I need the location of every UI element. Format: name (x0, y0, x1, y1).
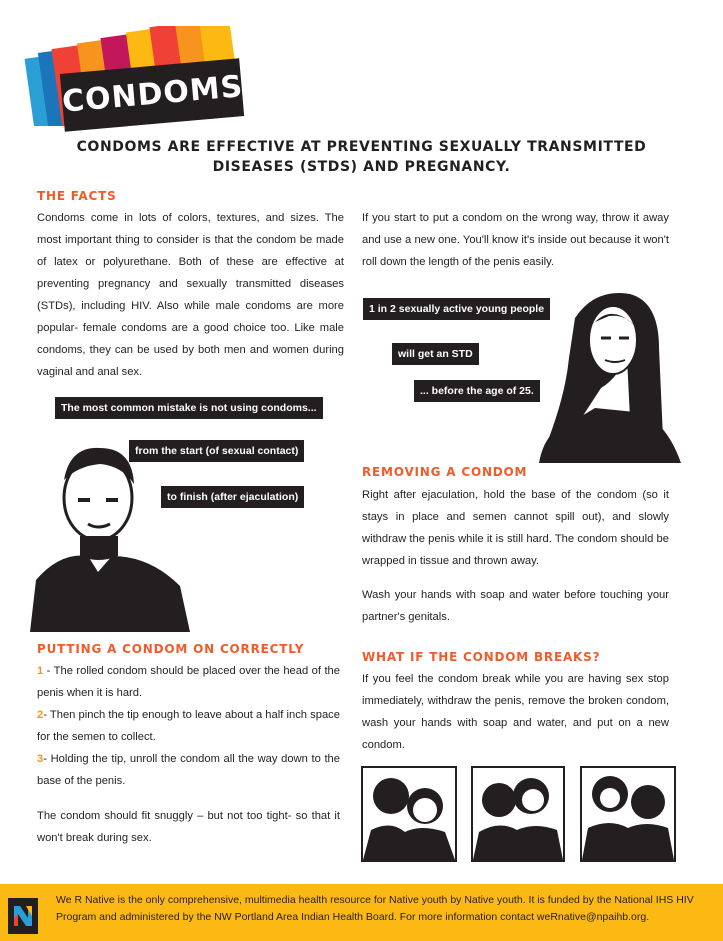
callout-will-get-std: will get an STD (392, 343, 479, 365)
putting-on-steps (37, 660, 340, 792)
page-headline (60, 137, 663, 177)
callout-1-in-2: 1 in 2 sexually active young people (363, 298, 550, 320)
callout-to-finish: to finish (after ejaculation) (161, 486, 304, 508)
facts-heading: THE FACTS (37, 189, 117, 203)
step-1-text: - The rolled condom should be placed over the head of the penis when it is hard. (37, 665, 340, 699)
footer-bar (0, 884, 723, 941)
breaks-heading: WHAT IF THE CONDOM BREAKS? (362, 650, 601, 664)
callout-common-mistake: The most common mistake is not using condoms... (55, 397, 323, 419)
removing-body: Right after ejaculation, hold the base of the condom (so it stays in place and semen cannot spill out), and slowly withdraw the penis while it is still hard. The condom should be wrapped in tissue and thrown away. (362, 489, 669, 567)
wrong-way-body: If you start to put a condom on the wrong way, throw it away and use a new one. You'll know it's inside out because it won't roll down the length of the penis easily. (362, 212, 669, 268)
young-woman-photo (535, 288, 685, 463)
fit-note: The condom should fit snuggly – but not too tight- so that it won't break during sex. (37, 810, 340, 844)
banner-title: CONDOMS (60, 58, 244, 131)
step-3-number: 3 (37, 753, 44, 765)
headline-line-2: DISEASES (STDS) AND PREGNANCY. (212, 159, 511, 175)
step-2-text: - Then pinch the tip enough to leave about a half inch space for the semen to collect. (37, 709, 340, 743)
callout-before-25: ... before the age of 25. (414, 380, 540, 402)
step-2 (37, 704, 340, 748)
group-photo-2 (471, 766, 565, 862)
wash-hands-note: Wash your hands with soap and water before touching your partner's genitals. (362, 589, 669, 623)
removing-heading: REMOVING A CONDOM (362, 465, 528, 479)
facts-body: Condoms come in lots of colors, textures, and sizes. The most important thing to consider is that the condom be made of latex or polyurethane. Both of these are effective at preventing pregnancy and sexually transmitted diseases (STDs), including HIV. Also while male condoms are more popular- female condoms are a good choice too. Like male condoms, they can be used by both men and women during vaginal and anal sex. (37, 212, 344, 378)
step-1-number: 1 (37, 665, 44, 677)
putting-on-heading: PUTTING A CONDOM ON CORRECTLY (37, 642, 305, 656)
step-2-number: 2 (37, 709, 44, 721)
step-3-text: - Holding the tip, unroll the condom all the way down to the base of the penis. (37, 753, 340, 787)
young-man-photo (30, 440, 190, 632)
we-r-native-logo (8, 898, 38, 934)
step-3 (37, 748, 340, 792)
group-photo-3 (580, 766, 676, 862)
footer-text: We R Native is the only comprehensive, multimedia health resource for Native youth by Native youth. It is funded by the National IHS HIV Program and administered by the NW Portland Area Indian Health Board. For more information contact weRnative@npaihb.org. (56, 894, 694, 923)
header-banner (22, 26, 244, 126)
callout-from-start: from the start (of sexual contact) (129, 440, 304, 462)
step-1 (37, 660, 340, 704)
breaks-body: If you feel the condom break while you are having sex stop immediately, withdraw the penis, remove the broken condom, wash your hands with soap and water, and put on a new condom. (362, 673, 669, 751)
headline-line-1: CONDOMS ARE EFFECTIVE AT PREVENTING SEXUALLY TRANSMITTED (76, 139, 647, 155)
group-photo-1 (361, 766, 457, 862)
